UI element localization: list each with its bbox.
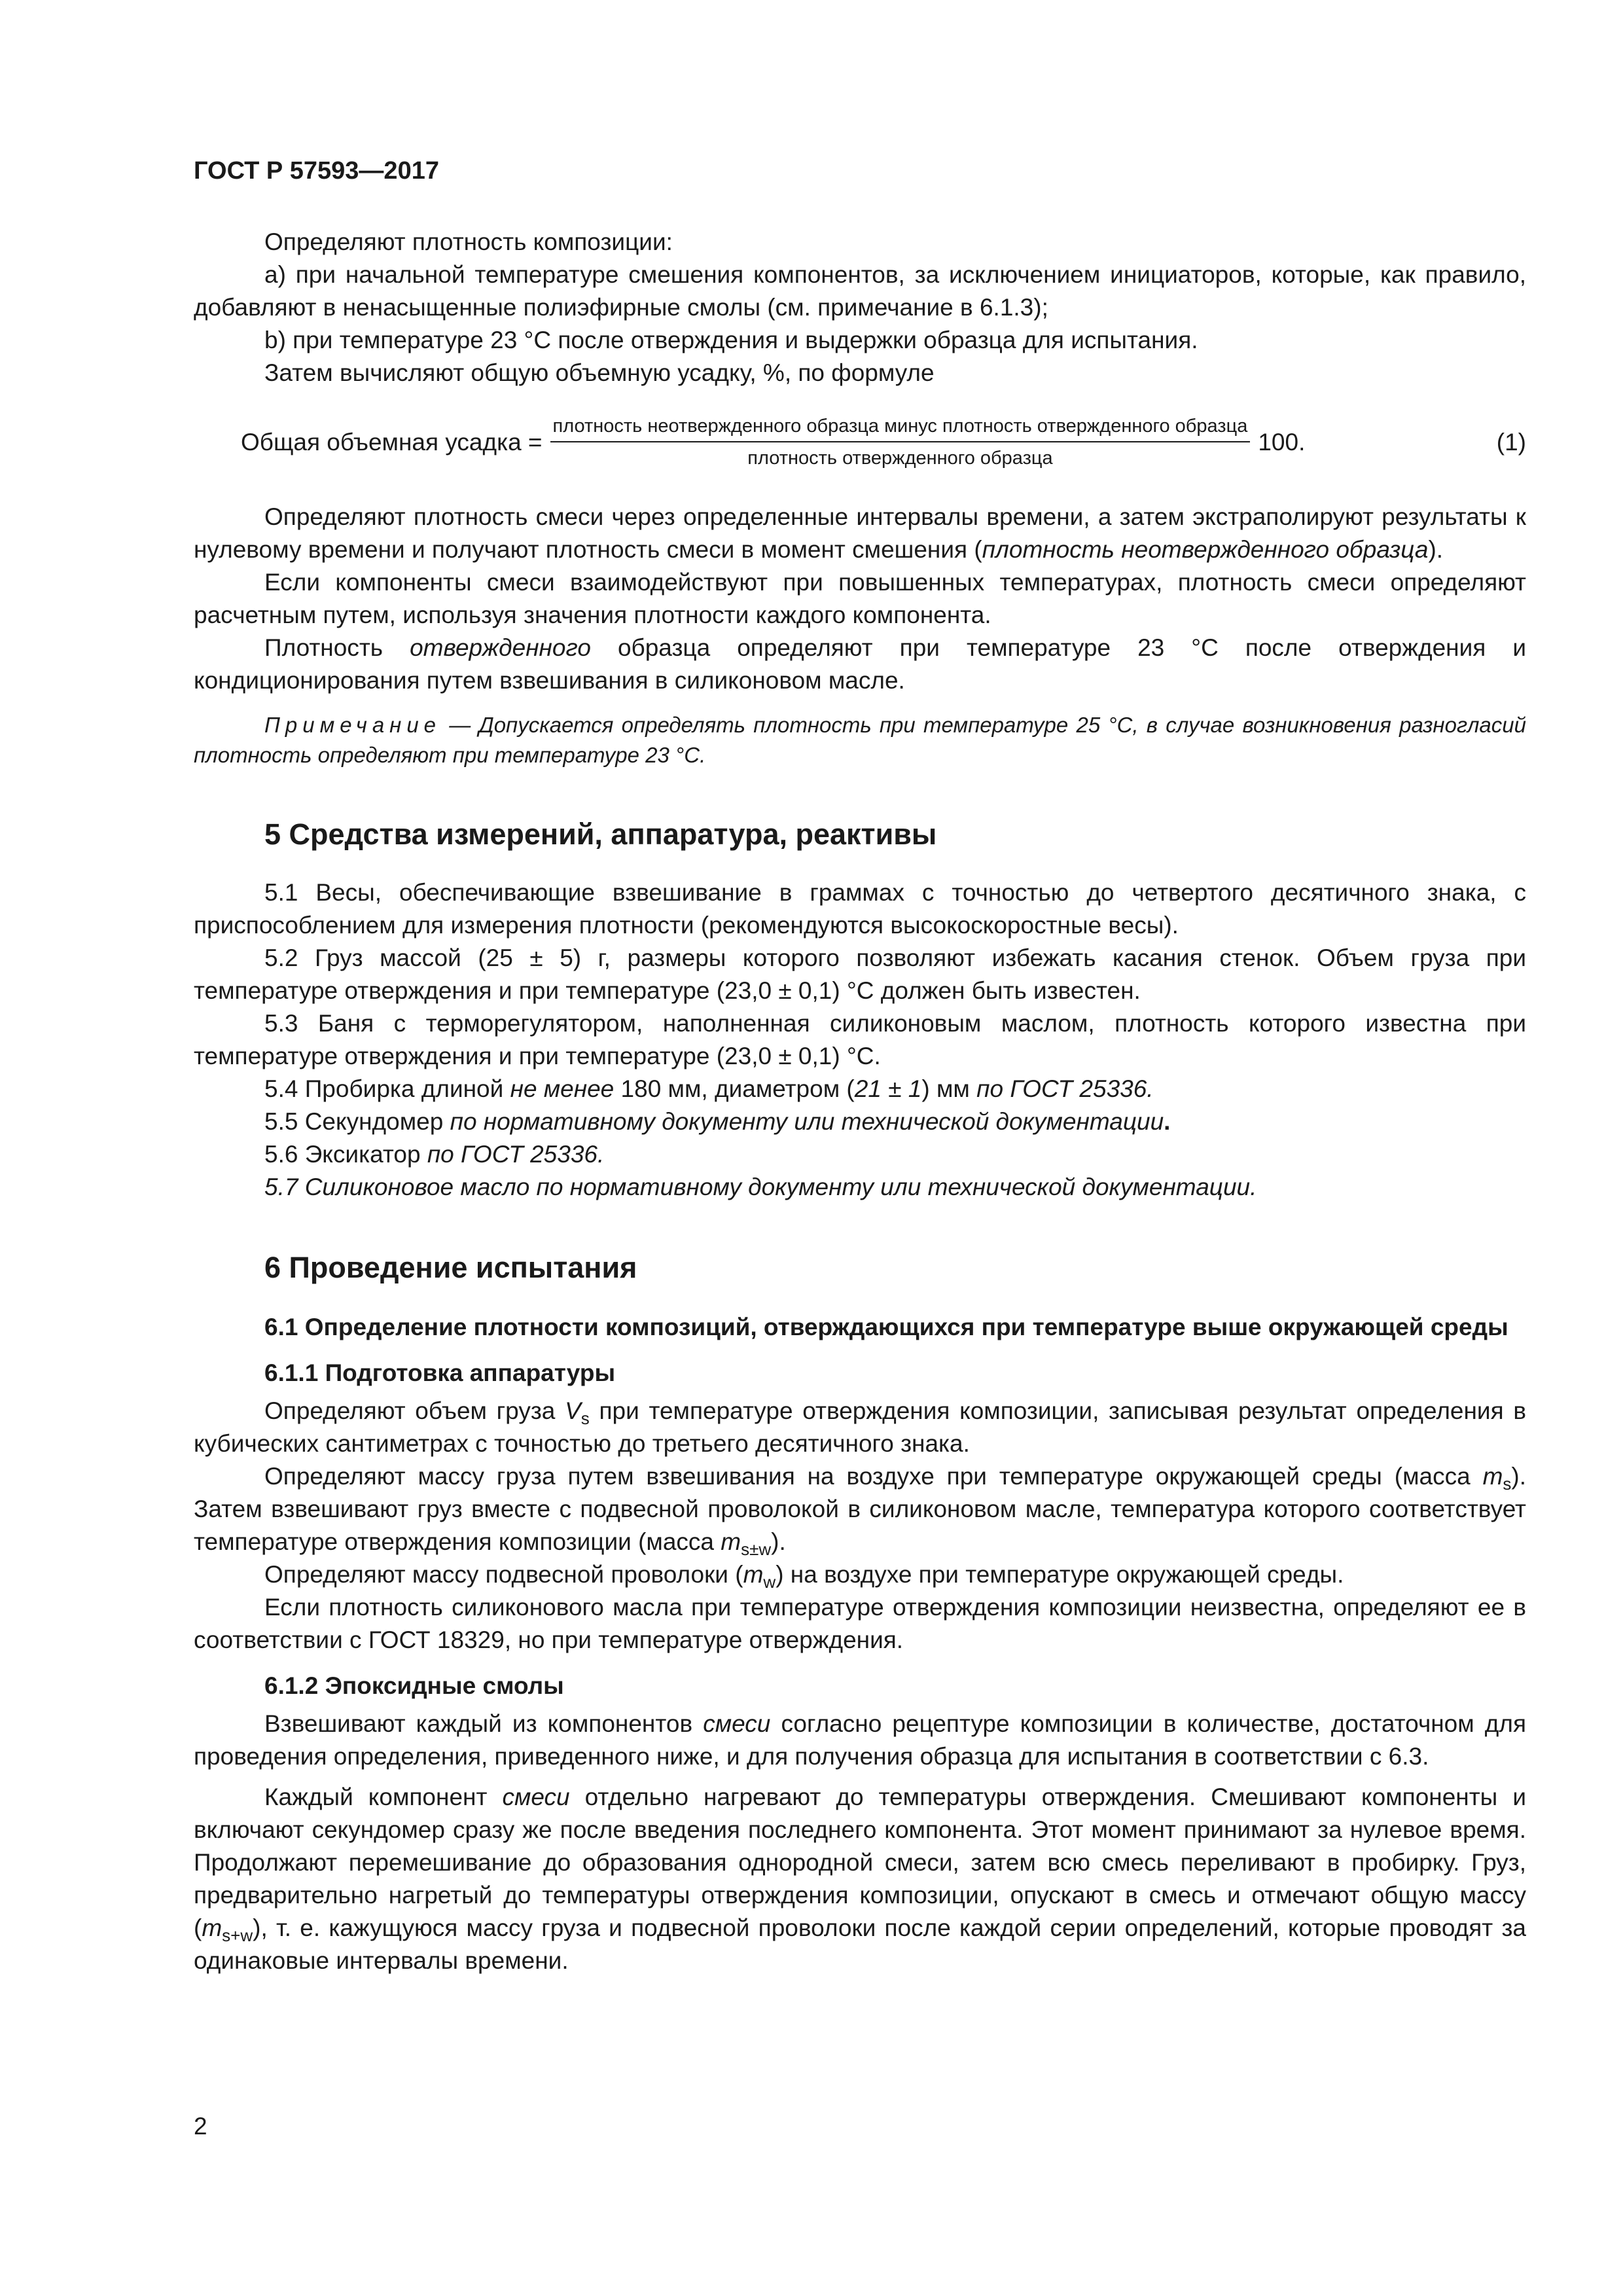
paragraph-extrapolation — [194, 501, 1526, 566]
paragraph-6-1-1-b — [194, 1460, 1526, 1558]
document-page — [194, 157, 1526, 1977]
subsection-6-1-2-title: 6.1.2 Эпоксидные смолы — [264, 1672, 564, 1699]
italic-run: отвержденного — [410, 634, 591, 661]
variable: m — [743, 1561, 764, 1588]
item-5-5 — [194, 1105, 1526, 1138]
text-run: образца определяют при температуре 23 °С после отверждения и кондиционирования путем взвешивания в силиконовом масле. — [194, 634, 1526, 694]
subscript: s — [580, 1408, 590, 1428]
text-run: ). Затем взвешивают груз вместе с подвесной проволокой в силиконовом масле, температура которого соответствует температуре отверждения композиции (масса — [194, 1463, 1526, 1555]
item-5-7: 5.7 Силиконовое масло по нормативному документу или технической документации. — [264, 1174, 1257, 1200]
text-run: Определяют плотность смеси через определенные интервалы времени, а затем экстраполируют результаты к нулевому времени и получают плотность смеси в момент смешения ( — [194, 503, 1526, 563]
italic-run: плотность неотвержденного образца — [982, 536, 1429, 563]
variable: m — [1482, 1463, 1503, 1490]
text-run: Взвешивают каждый из компонентов — [264, 1710, 704, 1737]
text-run: 5.5 Секундомер — [264, 1108, 450, 1135]
text-run: 5.6 Эксикатор — [264, 1141, 427, 1168]
text-run: отдельно нагревают до температуры отверждения. Смешивают компоненты и включают секундомер сразу же после введения последнего компонента. Этот момент принимают за нулевое время. Продолжают перемешивание до образования однородной смеси, затем всю смесь переливают в пробирку. Груз, предварительно нагретый до температуры отверждения композиции, опускают в смесь и отмечают общую массу ( — [194, 1784, 1526, 1941]
text-run: 5.4 Пробирка длиной — [264, 1075, 510, 1102]
text-run: при температуре отверждения композиции, записывая результат определения в кубических сантиметрах с точностью до третьего десятичного знака. — [194, 1397, 1526, 1457]
formula-factor: 100. — [1258, 429, 1306, 456]
paragraph-cured-density — [194, 632, 1526, 697]
note — [194, 710, 1526, 770]
formula-denominator: плотность отвержденного образца — [747, 448, 1053, 469]
section-5-title: 5 Средства измерений, аппаратура, реактивы — [264, 817, 937, 851]
intro-paragraph-2: Затем вычисляют общую объемную усадку, %, по формуле — [264, 359, 935, 386]
section-6-title: 6 Проведение испытания — [264, 1251, 637, 1284]
italic-run: смеси — [502, 1784, 570, 1810]
shrinkage-formula — [241, 416, 1526, 469]
subsection-6-1-1-title: 6.1.1 Подготовка аппаратуры — [264, 1359, 616, 1386]
paragraph-6-1-1-c — [194, 1558, 1526, 1591]
subsection-6-1-title: 6.1 Определение плотности композиций, отверждающихся при температуре выше окружающей среды — [264, 1314, 1508, 1340]
subscript: s — [1503, 1474, 1512, 1494]
formula-lhs: Общая объемная усадка = — [241, 429, 543, 456]
subscript: s±w — [741, 1539, 772, 1559]
intro-item-a: а) при начальной температуре смешения компонентов, за исключением инициаторов, которые, как правило, добавляют в ненасыщенные полиэфирные смолы (см. примечание в 6.1.3); — [194, 261, 1526, 321]
note-label: Примечание — [264, 713, 442, 737]
italic-run: 21 ± 1 — [854, 1075, 922, 1102]
italic-run: по ГОСТ 25336. — [427, 1141, 605, 1168]
paragraph-calculation: Если компоненты смеси взаимодействуют при повышенных температурах, плотность смеси определяют расчетным путем, используя значения плотности каждого компонента. — [194, 569, 1526, 628]
text-run: Определяют массу подвесной проволоки ( — [264, 1561, 743, 1588]
italic-run: смеси — [703, 1710, 771, 1737]
variable: V — [565, 1397, 581, 1424]
subscript: w — [763, 1572, 776, 1592]
paragraph-6-1-1-a — [194, 1395, 1526, 1460]
paragraph-6-1-1-d: Если плотность силиконового масла при температуре отверждения композиции неизвестна, определяют ее в соответствии с ГОСТ 18329, но при температуре отверждения. — [194, 1594, 1526, 1653]
item-5-3: 5.3 Баня с терморегулятором, наполненная силиконовым маслом, плотность которого известна при температуре отверждения и при температуре (23,0 ± 0,1) °С. — [194, 1010, 1526, 1069]
intro-item-b: b) при температуре 23 °С после отверждения и выдержки образца для испытания. — [264, 327, 1198, 353]
text-run: Плотность — [264, 634, 410, 661]
subscript: s+w — [222, 1926, 253, 1945]
text-run: ). — [771, 1528, 786, 1555]
intro-paragraph-1: Определяют плотность композиции: — [264, 228, 673, 255]
text-run: 180 мм, диаметром ( — [614, 1075, 855, 1102]
item-5-6 — [194, 1138, 1526, 1171]
item-5-2: 5.2 Груз массой (25 ± 5) г, размеры которого позволяют избежать касания стенок. Объем груза при температуре отверждения и при температуре (23,0 ± 0,1) °С должен быть известен. — [194, 944, 1526, 1004]
italic-run: не менее — [510, 1075, 615, 1102]
variable: m — [721, 1528, 741, 1555]
text-run: Каждый компонент — [264, 1784, 503, 1810]
paragraph-6-1-2-a — [194, 1708, 1526, 1773]
formula-number: (1) — [1496, 429, 1526, 456]
text-run: согласно рецептуре композиции в количестве, достаточном для проведения определения, приведенного ниже, и для получения образца для испытания в соответствии с 6.3. — [194, 1710, 1527, 1770]
formula-fraction — [550, 416, 1251, 469]
formula-numerator: плотность неотвержденного образца минус плотность отвержденного образца — [550, 416, 1251, 442]
page-number: 2 — [194, 2113, 207, 2140]
text-run: ) на воздухе при температуре окружающей среды. — [776, 1561, 1344, 1588]
item-5-4 — [194, 1073, 1526, 1105]
italic-run: по нормативному документу или технической документации — [450, 1108, 1164, 1135]
text-run: ). — [1428, 536, 1444, 563]
paragraph-6-1-2-b — [194, 1781, 1526, 1977]
text-run: ), т. е. кажущуюся массу груза и подвесной проволоки после каждой серии определений, которые проводят за одинаковые интервалы времени. — [194, 1914, 1526, 1974]
document-code: ГОСТ Р 57593—2017 — [194, 157, 439, 185]
text-run: Определяют массу груза путем взвешивания на воздухе при температуре окружающей среды (масса — [264, 1463, 1483, 1490]
note-text: — Допускается определять плотность при температуре 25 °С, в случае возникновения разногласий плотность определяют при температуре 23 °С. — [194, 713, 1526, 767]
text-run: ) мм — [921, 1075, 977, 1102]
variable: m — [202, 1914, 223, 1941]
italic-run: по ГОСТ 25336. — [976, 1075, 1154, 1102]
item-5-1: 5.1 Весы, обеспечивающие взвешивание в граммах с точностью до четвертого десятичного знака, с приспособлением для измерения плотности (рекомендуются высокоскоростные весы). — [194, 879, 1526, 939]
text-run: . — [1164, 1108, 1171, 1135]
text-run: Определяют объем груза — [264, 1397, 565, 1424]
